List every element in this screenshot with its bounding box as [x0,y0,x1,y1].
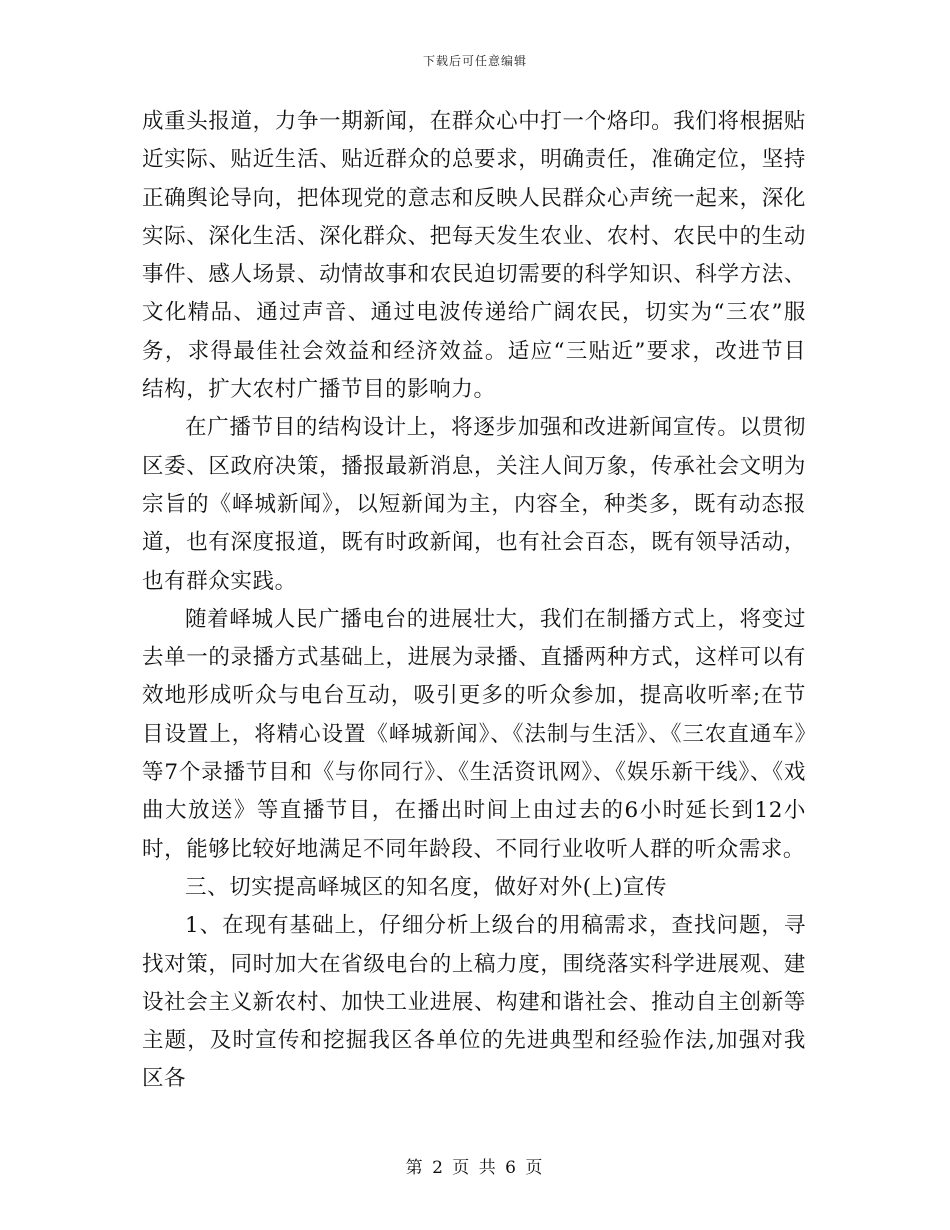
section-heading-three: 三、切实提高峄城区的知名度，做好对外(上)宣传 [185,874,668,900]
document-body [142,103,806,1099]
paragraph-broadcast-mode: 随着峄城人民广播电台的进展壮大，我们在制播方式上，将变过去单一的录播方式基础上，进展为录播、直播两种方式，这样可以有效地形成听众与电台互动，吸引更多的听众参加，提高收听率;在节目设置上，将精心设置《峄城新闻》、《法制与生活》、《三农直通车》等7个录播节目和《与你同行》、《生活资讯网》、《娱乐新干线》、《戏曲大放送》等直播节目，在播出时间上由过去的6小时延长到12小时，能够比较好地满足不同年龄段、不同行业收听人群的听众需求。 [142,606,806,862]
paragraph-item-one: 1、在现有基础上，仔细分析上级台的用稿需求，查找问题，寻找对策，同时加大在省级电台的上稿力度，围绕落实科学进展观、建设社会主义新农村、加快工业进展、构建和谐社会、推动自主创新等主题，及时宣传和挖掘我区各单位的先进典型和经验作法,加强对我区各 [142,913,806,1092]
page-number-footer: 第 2 页 共 6 页 [405,1158,545,1178]
paragraph-continuation: 成重头报道，力争一期新闻，在群众心中打一个烙印。我们将根据贴近实际、贴近生活、贴近群众的总要求，明确责任，准确定位，坚持正确舆论导向，把体现党的意志和反映人民群众心声统一起来，深化实际、深化生活、深化群众、把每天发生农业、农村、农民中的生动事件、感人场景、动情故事和农民迫切需要的科学知识、科学方法、文化精品、通过声音、通过电波传递给广阔农民，切实为“三农”服务，求得最佳社会效益和经济效益。适应“三贴近”要求，改进节目结构，扩大农村广播节目的影响力。 [142,109,806,403]
paragraph-program-structure: 在广播节目的结构设计上，将逐步加强和改进新闻宣传。以贯彻区委、区政府决策，播报最新消息，关注人间万象，传承社会文明为宗旨的《峄城新闻》，以短新闻为主，内容全，种类多，既有动态报道，也有深度报道，既有时政新闻，也有社会百态，既有领导活动，也有群众实践。 [142,415,806,594]
page-header-note: 下载后可任意编辑 [422,54,527,68]
